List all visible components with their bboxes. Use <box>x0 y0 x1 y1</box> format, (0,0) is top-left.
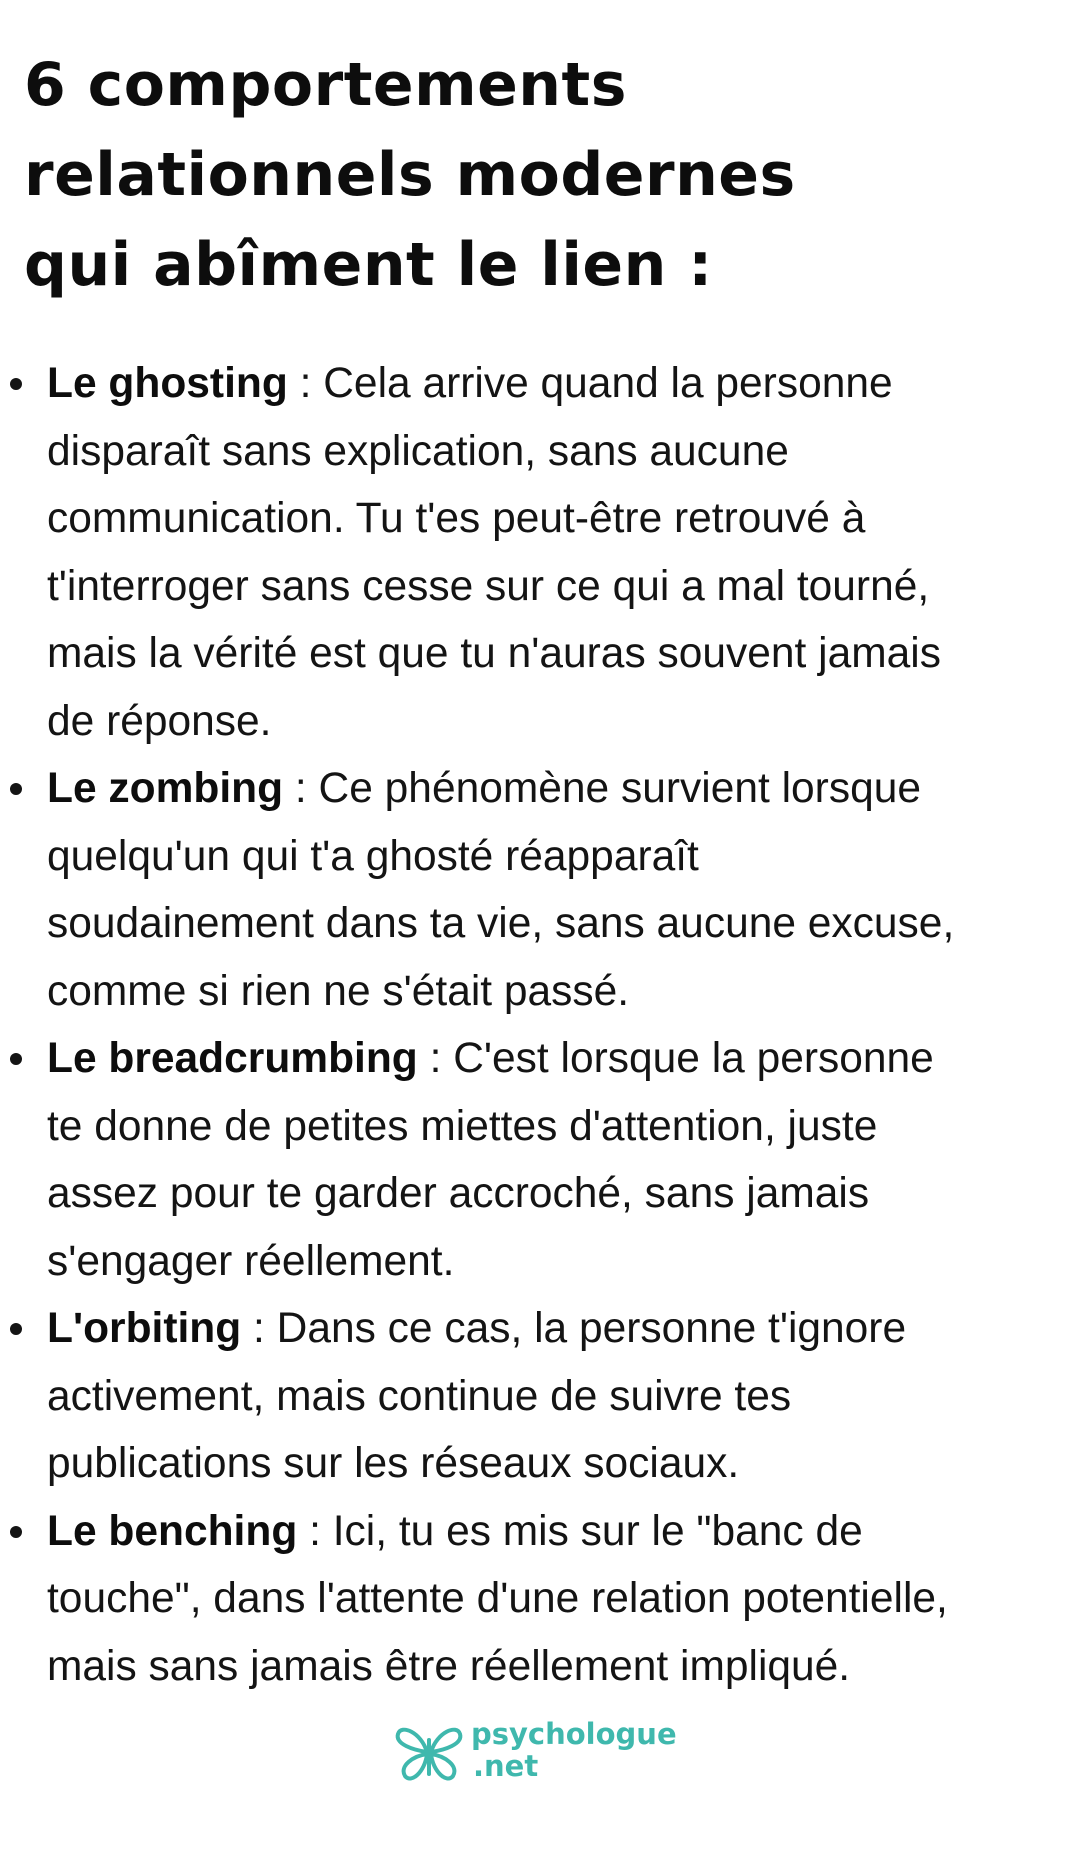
item-line: te donne de petites miettes d'attention, juste <box>47 1102 878 1150</box>
item-first-line <box>47 755 1080 823</box>
list-item-ghosting <box>0 350 1080 755</box>
title-line: relationnels modernes <box>24 140 796 210</box>
list-item-benching <box>0 1498 1080 1701</box>
bullet-icon <box>10 1526 22 1538</box>
item-line: t'interroger sans cesse sur ce qui a mal tourné, <box>47 562 930 610</box>
brand-logo <box>393 1716 713 1796</box>
item-line: soudainement dans ta vie, sans aucune excuse, <box>47 900 955 947</box>
item-term: Le zombing <box>47 765 284 812</box>
bullet-icon <box>10 378 22 390</box>
item-line: mais sans jamais être réellement impliqué. <box>47 1642 851 1690</box>
item-term: Le breadcrumbing <box>47 1035 418 1082</box>
item-line: publications sur les réseaux sociaux. <box>47 1440 740 1487</box>
item-term: Le ghosting <box>47 360 288 407</box>
brand-name-line1: psychologue <box>471 1717 677 1751</box>
item-line: communication. Tu t'es peut-être retrouvé à <box>47 495 866 542</box>
item-line: disparaît sans explication, sans aucune <box>47 427 789 475</box>
item-first-line <box>47 1025 1080 1093</box>
item-line: comme si rien ne s'était passé. <box>47 967 630 1015</box>
item-line: de réponse. <box>47 697 272 745</box>
title-line: qui abîment le lien : <box>24 230 713 300</box>
item-line: assez pour te garder accroché, sans jamais <box>47 1170 870 1217</box>
item-first-line <box>47 1498 1080 1566</box>
item-text: : Dans ce cas, la personne t'ignore <box>241 1305 907 1352</box>
behaviors-list <box>0 350 1080 1700</box>
item-text: : Cela arrive quand la personne <box>287 360 893 407</box>
item-term: Le benching <box>47 1507 298 1555</box>
page-title <box>24 40 1024 310</box>
item-first-line <box>47 1295 1080 1363</box>
item-line: mais la vérité est que tu n'auras souvent jamais <box>47 630 941 677</box>
bullet-icon <box>10 783 22 795</box>
item-line: s'engager réellement. <box>47 1237 455 1285</box>
item-term: L'orbiting <box>47 1305 242 1352</box>
item-text: : C'est lorsque la personne <box>417 1035 934 1082</box>
bullet-icon <box>10 1323 22 1335</box>
list-item-breadcrumbing <box>0 1025 1080 1295</box>
item-first-line <box>47 350 1080 418</box>
item-line: quelqu'un qui t'a ghosté réapparaît <box>47 832 699 880</box>
butterfly-icon <box>393 1722 465 1786</box>
item-line: activement, mais continue de suivre tes <box>47 1372 792 1420</box>
bullet-icon <box>10 1053 22 1065</box>
list-item-zombing <box>0 755 1080 1025</box>
item-line: touche", dans l'attente d'une relation potentielle, <box>47 1575 948 1622</box>
item-text: : Ici, tu es mis sur le "banc de <box>297 1507 863 1555</box>
title-line: 6 comportements <box>24 50 627 120</box>
brand-name <box>471 1718 677 1782</box>
list-item-orbiting <box>0 1295 1080 1498</box>
item-text: : Ce phénomène survient lorsque <box>283 765 921 812</box>
brand-name-line2: .net <box>473 1749 539 1783</box>
